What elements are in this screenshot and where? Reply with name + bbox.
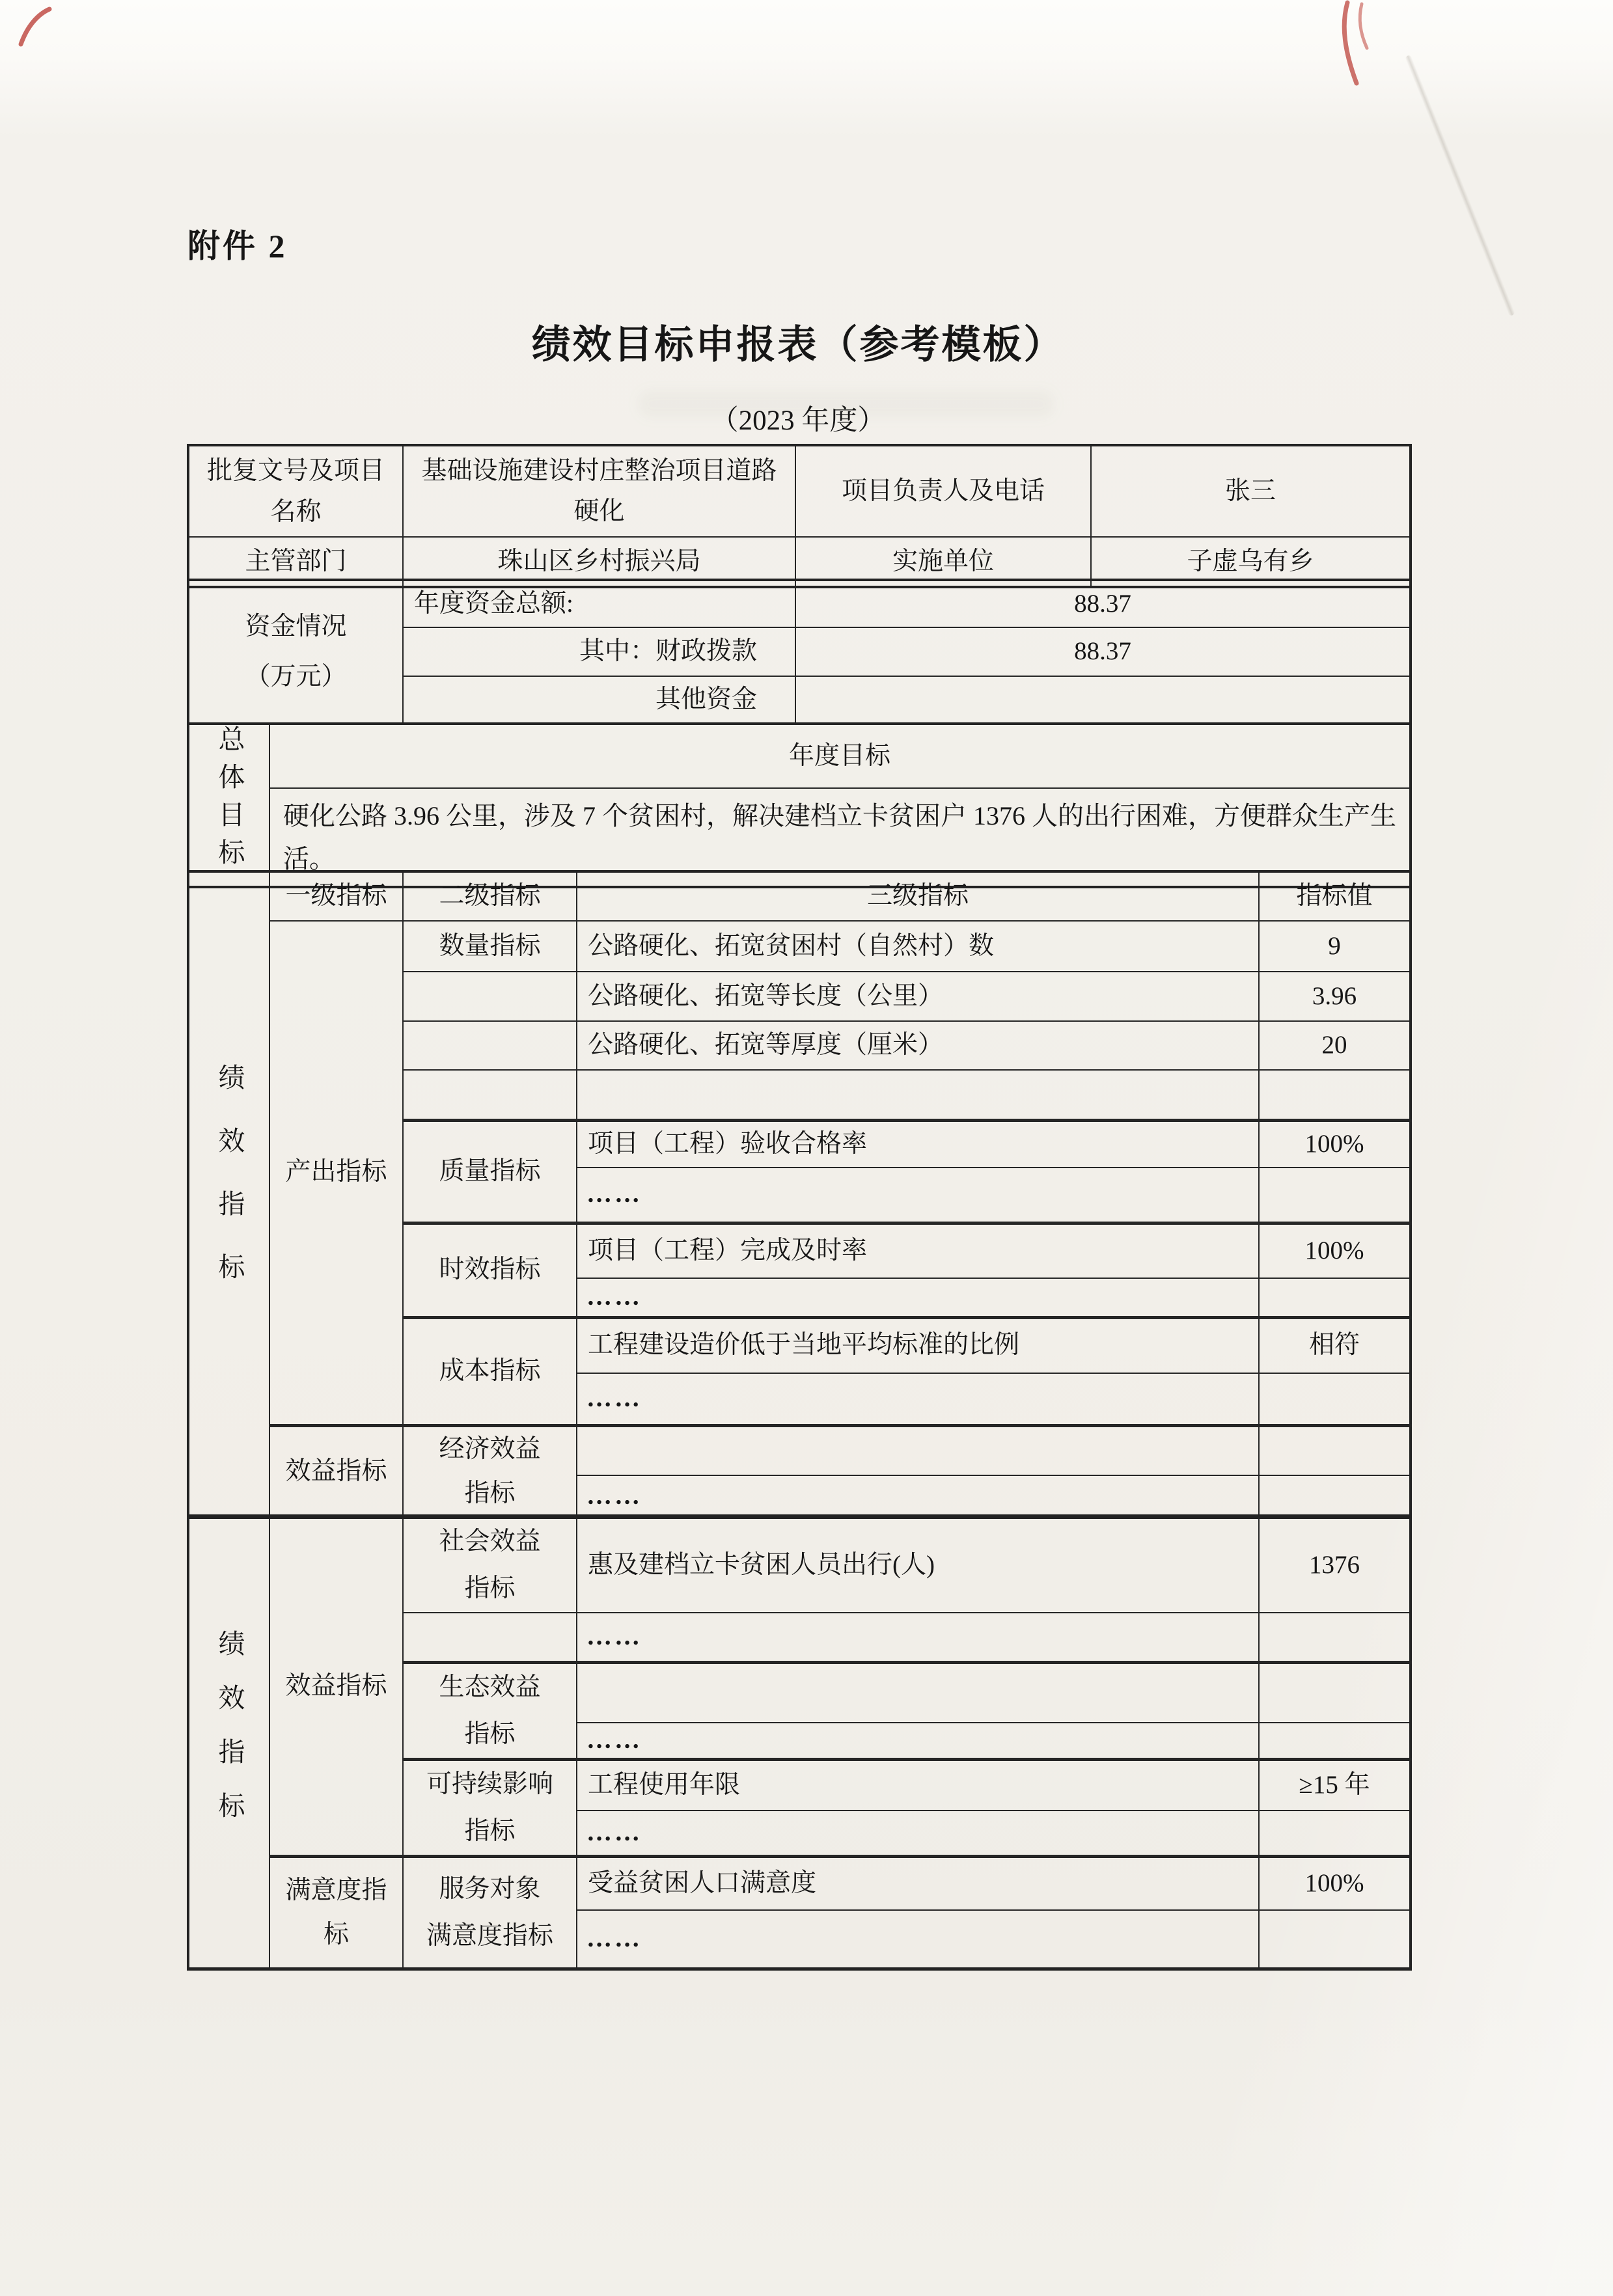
cell-annual-goal-header: 年度目标 (269, 724, 1411, 788)
cell-social-value: 1376 (1259, 1516, 1411, 1613)
cell-perf1-side-label (188, 871, 269, 1518)
service-label-line1: 服务对象 (439, 1874, 541, 1903)
empty-cell (1259, 1613, 1411, 1662)
empty-cell (403, 1613, 577, 1662)
cell-service-value: 100% (1259, 1856, 1411, 1910)
satisfaction-label-line2: 标 (323, 1920, 349, 1948)
cell-eco-label (403, 1662, 577, 1759)
perf2-side-label: 绩效指标 (214, 1630, 245, 1846)
cell-funding-total-label: 年度资金总额: (403, 580, 795, 627)
cell-time-text: 项目（工程）完成及时率 (577, 1223, 1259, 1278)
social-label-line1: 社会效益 (439, 1527, 541, 1555)
form-table (187, 444, 1409, 1960)
cell-social-ellipsis: …… (577, 1613, 1259, 1662)
cell-q1-value: 9 (1259, 921, 1411, 972)
red-scan-mark-top-left (16, 4, 55, 49)
cell-impl-value: 子虚乌有乡 (1091, 537, 1411, 587)
cell-funding-other-value (795, 676, 1411, 724)
cell-q1-text: 公路硬化、拓宽贫困村（自然村）数 (577, 921, 1259, 972)
empty-cell (577, 1070, 1259, 1120)
cell-cost-value: 相符 (1259, 1317, 1411, 1373)
cell-time-ellipsis: …… (577, 1278, 1259, 1317)
empty-cell (403, 972, 577, 1021)
paper-crease (1405, 55, 1515, 316)
satisfaction-label-line1: 满意度指 (285, 1876, 387, 1904)
cell-service-label (403, 1856, 577, 1969)
empty-cell (1259, 1425, 1411, 1475)
empty-cell (403, 1070, 577, 1120)
cell-quality-label: 质量指标 (403, 1120, 577, 1223)
empty-cell (577, 1425, 1259, 1475)
empty-cell (1259, 1070, 1411, 1120)
cell-cost-ellipsis: …… (577, 1373, 1259, 1425)
header-level3: 三级指标 (577, 871, 1259, 921)
cell-eco-ellipsis: …… (577, 1723, 1259, 1759)
eco-label-line1: 生态效益 (439, 1673, 541, 1701)
empty-cell (577, 1662, 1259, 1723)
empty-cell (1259, 1723, 1411, 1759)
eco-label-line2: 指标 (464, 1719, 516, 1748)
empty-cell (1259, 1811, 1411, 1856)
cell-dept-value: 珠山区乡村振兴局 (403, 537, 795, 587)
empty-cell (1259, 1168, 1411, 1223)
header-level2: 二级指标 (403, 871, 577, 921)
cell-social-label (403, 1516, 577, 1613)
cell-perf2-side-label (188, 1516, 269, 1969)
cell-funding-total-value: 88.37 (795, 580, 1411, 627)
cell-approval-label: 批复文号及项目名称 (188, 445, 403, 537)
cell-benefit-label: 效益指标 (269, 1425, 403, 1518)
overall-side-label: 总体目标 (214, 725, 245, 876)
cell-satisfaction-label (269, 1856, 403, 1969)
cell-quality-ellipsis: …… (577, 1168, 1259, 1223)
empty-cell (1259, 1662, 1411, 1723)
attachment-label: 附件 2 (187, 228, 288, 264)
empty-cell (1259, 1373, 1411, 1425)
funding-label-line1: 资金情况 (245, 612, 347, 641)
cell-economic-label (403, 1425, 577, 1518)
cell-quality-text: 项目（工程）验收合格率 (577, 1120, 1259, 1168)
cell-output-label: 产出指标 (269, 921, 403, 1425)
cell-funding-other-label: 其他资金 (403, 676, 795, 724)
cell-economic-ellipsis: …… (577, 1475, 1259, 1518)
cell-quality-value: 100% (1259, 1120, 1411, 1168)
funding-label-line2: （万元） (245, 662, 347, 690)
empty-cell (403, 1021, 577, 1070)
cell-service-text: 受益贫困人口满意度 (577, 1856, 1259, 1910)
red-scan-mark-top-right (1328, 0, 1380, 91)
cell-manager-label: 项目负责人及电话 (795, 445, 1091, 537)
cell-q3-text: 公路硬化、拓宽等厚度（厘米） (577, 1021, 1259, 1070)
cell-dept-label: 主管部门 (188, 537, 403, 587)
cell-q3-value: 20 (1259, 1021, 1411, 1070)
performance-table-1 (187, 870, 1412, 1519)
empty-cell (1259, 1475, 1411, 1518)
cell-cost-text: 工程建设造价低于当地平均标准的比例 (577, 1317, 1259, 1373)
service-label-line2: 满意度指标 (426, 1921, 553, 1950)
perf1-side-label: 绩效指标 (214, 1063, 245, 1317)
cell-sustain-value: ≥15 年 (1259, 1759, 1411, 1811)
cell-cost-label: 成本指标 (403, 1317, 577, 1425)
cell-time-value: 100% (1259, 1223, 1411, 1278)
sustain-label-line2: 指标 (464, 1816, 516, 1845)
performance-table-2 (187, 1514, 1412, 1971)
overall-goal-table (187, 722, 1412, 888)
cell-manager-value: 张三 (1091, 445, 1411, 537)
empty-cell (1259, 1278, 1411, 1317)
economic-label-line1: 经济效益 (439, 1435, 541, 1464)
economic-label-line2: 指标 (464, 1479, 516, 1508)
cell-impl-label: 实施单位 (795, 537, 1091, 587)
info-table (187, 444, 1412, 588)
cell-approval-value: 基础设施建设村庄整治项目道路硬化 (403, 445, 795, 537)
empty-cell (1259, 1910, 1411, 1969)
cell-funding-label (188, 580, 403, 724)
cell-sustain-label (403, 1759, 577, 1856)
cell-funding-fiscal-label: 其中：财政拨款 (403, 627, 795, 676)
cell-annual-goal-content: 硬化公路 3.96 公里，涉及 7 个贫困村，解决建档立卡贫困户 1376 人的出行困难，方便群众生产生活。 (269, 788, 1411, 886)
cell-funding-fiscal-value: 88.37 (795, 627, 1411, 676)
cell-quantity-label: 数量指标 (403, 921, 577, 972)
cell-service-ellipsis: …… (577, 1910, 1259, 1969)
cell-benefit2-label: 效益指标 (269, 1516, 403, 1856)
document-subtitle: （2023 年度） (710, 405, 886, 436)
social-label-line2: 指标 (464, 1574, 516, 1602)
document-title: 绩效目标申报表（参考模板） (531, 323, 1065, 366)
funding-table (187, 579, 1412, 725)
cell-q2-value: 3.96 (1259, 972, 1411, 1021)
cell-sustain-ellipsis: …… (577, 1811, 1259, 1856)
cell-overall-side-label (188, 724, 269, 887)
header-value: 指标值 (1259, 871, 1411, 921)
cell-social-text: 惠及建档立卡贫困人员出行(人) (577, 1516, 1259, 1613)
sustain-label-line1: 可持续影响 (426, 1770, 553, 1798)
header-level1: 一级指标 (269, 871, 403, 921)
cell-q2-text: 公路硬化、拓宽等长度（公里） (577, 972, 1259, 1021)
cell-sustain-text: 工程使用年限 (577, 1759, 1259, 1811)
cell-time-label: 时效指标 (403, 1223, 577, 1317)
